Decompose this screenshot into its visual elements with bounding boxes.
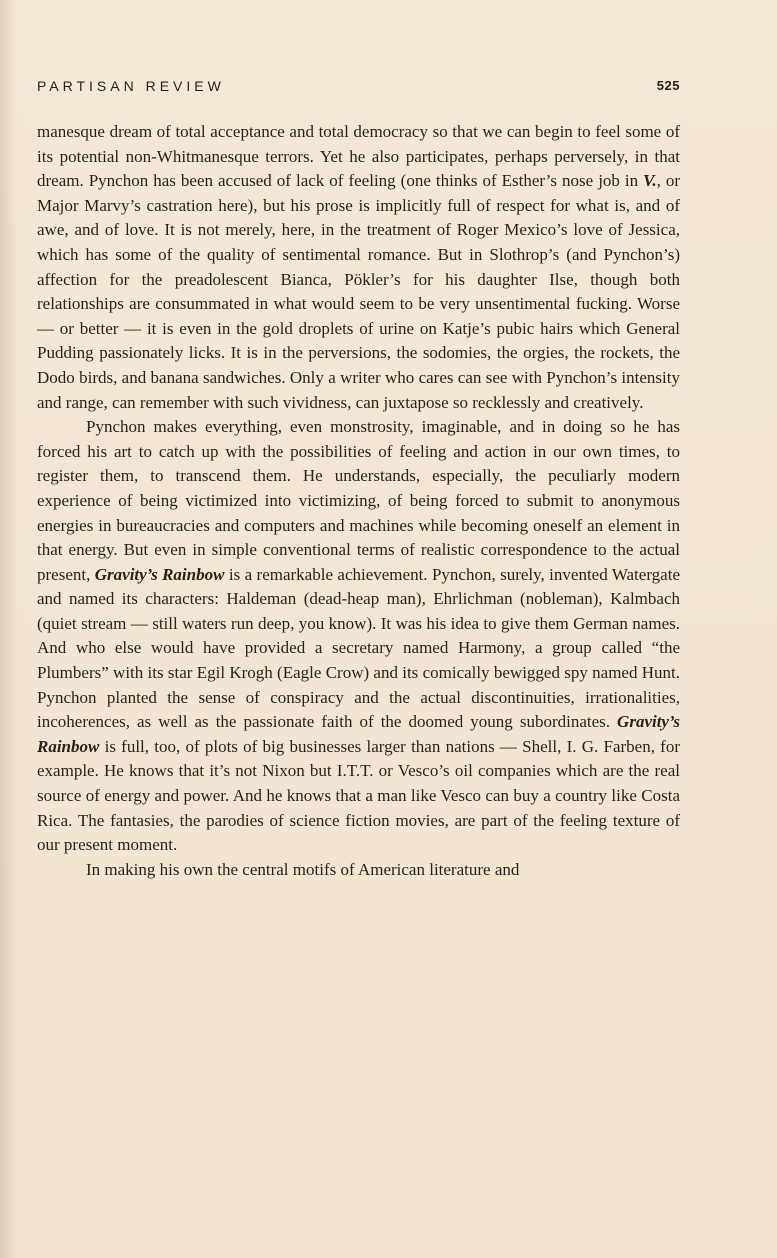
paragraph-3-text: In making his own the central motifs of American literature and <box>86 859 520 879</box>
paragraph-2 <box>37 415 680 858</box>
book-title-gravitys-rainbow-2: Gravity’s Rainbow <box>37 712 680 756</box>
paragraph-1-text-a: manesque dream of total acceptance and total democracy so that we can begin to feel some of its potential non-Whitmanesque terrors. Yet he also participates, perhaps perversely, in that dream. Pynchon has been accused of lack of feeling (one thinks of Esther’s nose job in <box>37 122 680 191</box>
book-title-gravitys-rainbow: Gravity’s Rainbow <box>94 564 225 584</box>
paragraph-2-text-a: Pynchon makes everything, even monstrosity, imaginable, and in doing so he has forced his art to catch up with the possibilities of feeling and action in our own times, to register them, to transcend them. He understands, especially, the peculiarly modern experience of being victimized into victimizing, of being forced to submit to anonymous energies in bureaucracies and computers and machines while becoming oneself an element in that energy. But even in simple conventional terms of realistic correspondence to the actual present, <box>37 417 680 584</box>
body-text <box>37 120 680 882</box>
paragraph-2-text-c: is full, too, of plots of big businesses larger than nations — Shell, I. G. Farben, for example. He knows that it’s not Nixon but I.T.T. or Vesco’s oil companies which are the real source of energy and power. And he knows that a man like Vesco can buy a country like Costa Rica. The fantasies, the parodies of science fiction movies, are part of the feeling texture of our present moment. <box>37 736 680 855</box>
page-number: 525 <box>656 78 680 93</box>
journal-title: PARTISAN REVIEW <box>37 78 225 94</box>
paragraph-1 <box>37 120 680 415</box>
running-head <box>37 78 680 98</box>
paragraph-1-text-b: , or Major Marvy’s castration here), but his prose is implicitly full of respect for what is, and of awe, and of love. It is not merely, here, in the treatment of Roger Mexico’s love of Jessica, which has some of the quality of sentimental romance. But in Slothrop’s (and Pynchon’s) affection for the preadolescent Bianca, Pökler’s for his daughter Ilse, though both relationships are consummated in what would seem to be very unsentimental fucking. Worse — or better — it is even in the gold droplets of urine on Katje’s pubic hairs which General Pudding passionately licks. It is in the perversions, the sodomies, the orgies, the rockets, the Dodo birds, and banana sandwiches. Only a writer who cares can see with Pynchon’s intensity and range, can remember with such vividness, can juxtapose so recklessly and creatively. <box>37 171 680 412</box>
book-title-v: V. <box>643 171 657 191</box>
paragraph-2-text-b: is a remarkable achievement. Pynchon, surely, invented Watergate and named its characters: Haldeman (dead-heap man), Ehrlichman (nobleman), Kalmbach (quiet stream — still waters run deep, you know). It was his idea to give them German names. And who else would have provided a secretary named Harmony, a group called “the Plumbers” with its star Egil Krogh (Eagle Crow) and its comically bewigged spy named Hunt. Pynchon planted the sense of conspiracy and the actual discontinuities, irrationalities, incoherences, as well as the passionate faith of the doomed young subordinates. <box>37 564 680 732</box>
paragraph-3 <box>37 858 680 883</box>
